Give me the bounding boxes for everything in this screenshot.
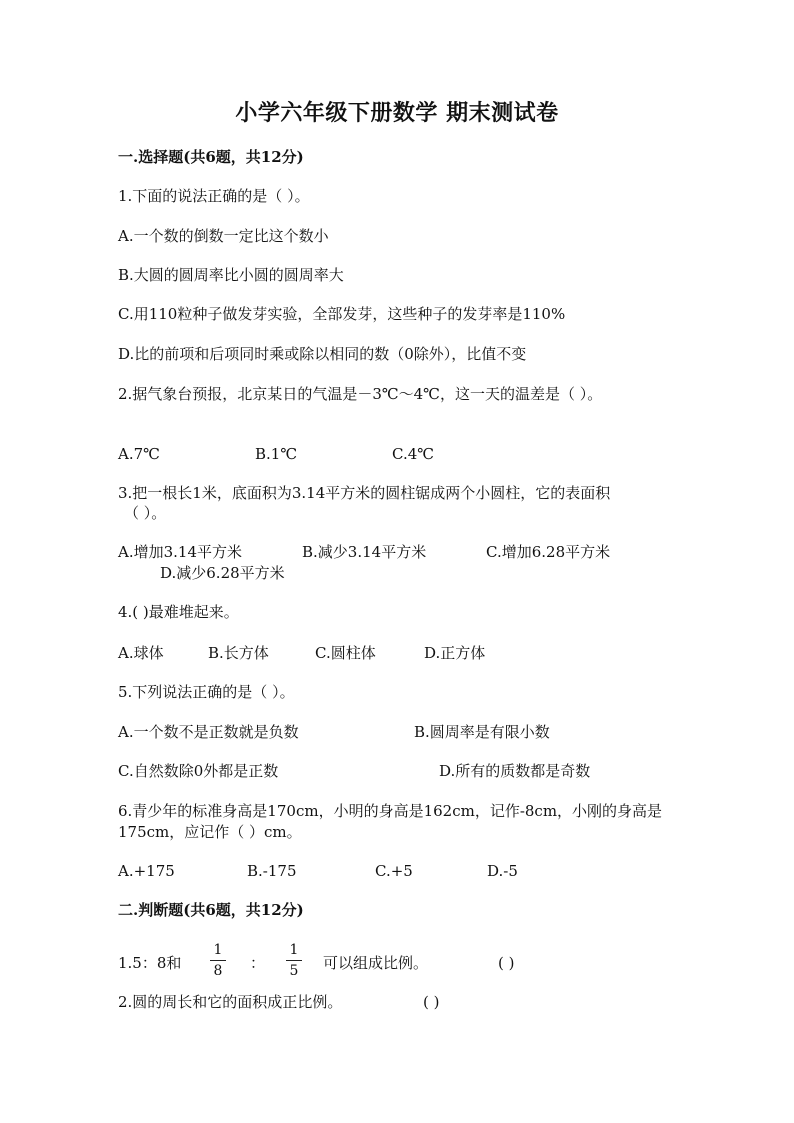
question-5-option-b: B.圆周率是有限小数 (414, 723, 550, 741)
question-2-option-c: C.4℃ (392, 445, 435, 463)
judgement-2-stem: 2.圆的周长和它的面积成正比例。 (118, 993, 343, 1011)
question-5-option-a: A.一个数不是正数就是负数 (118, 723, 299, 741)
fraction-1-numerator: 1 (213, 942, 223, 958)
fraction-one-fifth (286, 942, 302, 979)
ratio-colon: ： (250, 954, 266, 972)
section-heading-choice: 一.选择题(共6题，共12分) (118, 148, 304, 166)
fraction-2-numerator: 1 (289, 942, 299, 958)
question-5-option-c: C.自然数除0外都是正数 (118, 762, 279, 780)
question-4-option-d: D.正方体 (424, 644, 486, 662)
question-3-option-c: C.增加6.28平方米 (486, 543, 611, 561)
judgement-1-suffix: 可以组成比例。 (323, 954, 429, 972)
fraction-2-denominator: 5 (289, 963, 299, 979)
judgement-1-answer-blank[interactable]: ( ) (498, 954, 515, 972)
fraction-1-denominator: 8 (213, 963, 223, 979)
judgement-2-answer-blank[interactable]: ( ) (423, 993, 440, 1011)
fraction-1-bar (210, 960, 226, 961)
question-4-option-b: B.长方体 (208, 644, 269, 662)
question-1-option-c: C.用110粒种子做发芽实验，全部发芽，这些种子的发芽率是110% (118, 305, 566, 323)
question-5-stem: 5.下列说法正确的是（ ）。 (118, 683, 295, 701)
question-4-option-a: A.球体 (118, 644, 164, 662)
question-3-option-d: D.减少6.28平方米 (160, 564, 285, 582)
question-6-option-a: A.+175 (118, 862, 175, 880)
question-2-option-a: A.7℃ (118, 445, 160, 463)
question-2-stem: 2.据气象台预报，北京某日的气温是－3℃～4℃，这一天的温差是（ ）。 (118, 385, 603, 403)
question-3-option-a: A.增加3.14平方米 (118, 543, 242, 561)
question-6-option-c: C.+5 (375, 862, 413, 880)
question-2-option-b: B.1℃ (255, 445, 298, 463)
question-6-option-d: D.-5 (487, 862, 518, 880)
section-heading-judgement: 二.判断题(共6题，共12分) (118, 901, 304, 919)
question-3-option-b: B.减少3.14平方米 (302, 543, 427, 561)
question-1-option-d: D.比的前项和后项同时乘或除以相同的数（0除外），比值不变 (118, 345, 527, 363)
question-1-option-b: B.大圆的圆周率比小圆的圆周率大 (118, 266, 344, 284)
question-6-option-b: B.-175 (247, 862, 297, 880)
question-3-stem-line2: （ ）。 (124, 504, 167, 522)
fraction-one-eighth (210, 942, 226, 979)
question-1-stem: 1.下面的说法正确的是（ ）。 (118, 187, 310, 205)
question-5-option-d: D.所有的质数都是奇数 (439, 762, 591, 780)
question-3-stem-line1: 3.把一根长1米，底面积为3.14平方米的圆柱锯成两个小圆柱，它的表面积 (118, 484, 611, 502)
question-4-stem: 4.( )最难堆起来。 (118, 603, 239, 621)
judgement-1-prefix: 1.5：8和 (118, 954, 182, 972)
fraction-2-bar (286, 960, 302, 961)
question-6-stem-line1: 6.青少年的标准身高是170cm，小明的身高是162cm，记作-8cm，小刚的身高是 (118, 802, 663, 820)
question-1-option-a: A.一个数的倒数一定比这个数小 (118, 227, 329, 245)
question-6-stem-line2: 175cm，应记作（ ）cm。 (118, 823, 302, 841)
question-4-option-c: C.圆柱体 (315, 644, 376, 662)
page-title: 小学六年级下册数学 期末测试卷 (235, 100, 559, 126)
